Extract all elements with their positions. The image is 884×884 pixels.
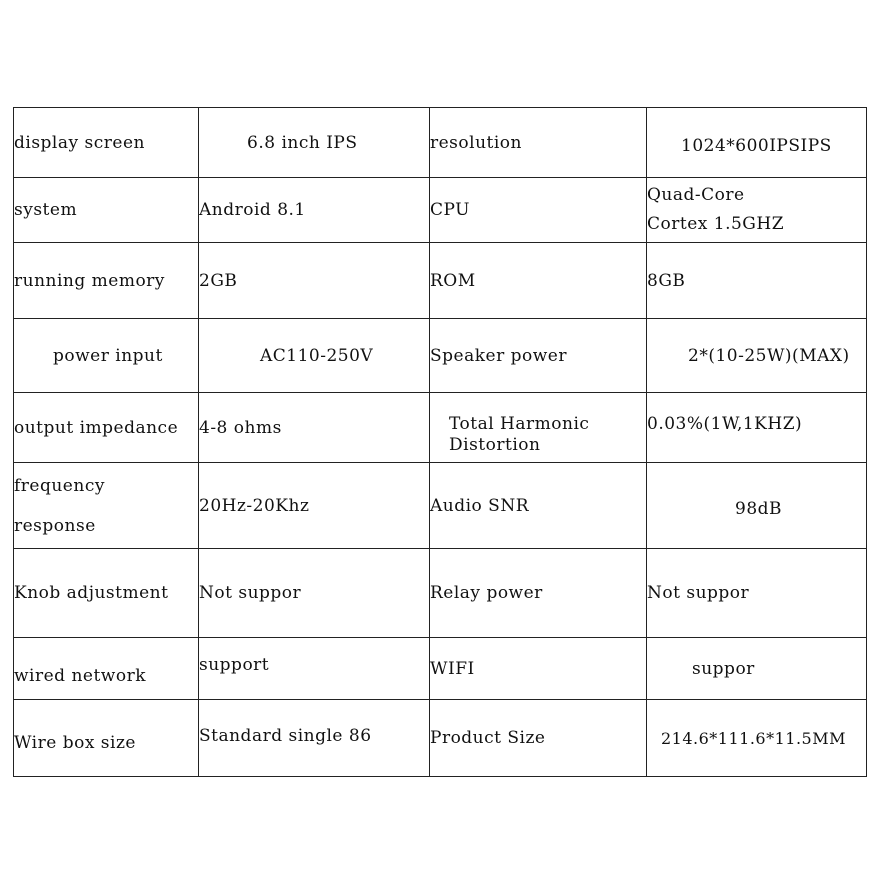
- spec-value: Android 8.1: [199, 178, 430, 243]
- spec-label: Relay power: [430, 549, 647, 638]
- spec-value: 0.03%(1W,1KHZ): [647, 393, 867, 463]
- spec-label-line: Distortion: [449, 434, 541, 455]
- spec-label: output impedance: [14, 393, 199, 463]
- spec-value: Not suppor: [647, 549, 867, 638]
- spec-label: [14, 463, 199, 549]
- spec-label: running memory: [14, 243, 199, 319]
- spec-table: [13, 107, 867, 777]
- spec-label: Wire box size: [14, 700, 199, 777]
- spec-label: display screen: [14, 108, 199, 178]
- spec-label: CPU: [430, 178, 647, 243]
- table-row: [14, 393, 867, 463]
- spec-value: Standard single 86: [199, 700, 430, 777]
- spec-label: resolution: [430, 108, 647, 178]
- spec-value: 1024*600IPSIPS: [647, 108, 867, 178]
- spec-value: Not suppor: [199, 549, 430, 638]
- spec-value: support: [199, 638, 430, 700]
- table-row: [14, 108, 867, 178]
- spec-value: 2*(10-25W)(MAX): [647, 319, 867, 393]
- spec-label: Knob adjustment: [14, 549, 199, 638]
- spec-label: Speaker power: [430, 319, 647, 393]
- spec-label: Product Size: [430, 700, 647, 777]
- spec-label: power input: [14, 319, 199, 393]
- table-row: [14, 178, 867, 243]
- table-row: [14, 319, 867, 393]
- spec-label-line: frequency: [14, 475, 105, 496]
- spec-value: 4-8 ohms: [199, 393, 430, 463]
- spec-value: 214.6*111.6*11.5MM: [647, 700, 867, 777]
- spec-value: 98dB: [647, 463, 867, 549]
- spec-value: 6.8 inch IPS: [199, 108, 430, 178]
- spec-label: wired network: [14, 638, 199, 700]
- spec-label: system: [14, 178, 199, 243]
- spec-value-line: Cortex 1.5GHZ: [647, 214, 785, 234]
- spec-label: [430, 393, 647, 463]
- table-row: [14, 243, 867, 319]
- table-row: [14, 463, 867, 549]
- spec-label: WIFI: [430, 638, 647, 700]
- spec-value: 2GB: [199, 243, 430, 319]
- table-row: [14, 700, 867, 777]
- spec-label: ROM: [430, 243, 647, 319]
- spec-value: suppor: [647, 638, 867, 700]
- spec-value: 8GB: [647, 243, 867, 319]
- spec-label-line: Total Harmonic: [449, 413, 590, 434]
- spec-label-line: response: [14, 515, 96, 536]
- table-row: [14, 549, 867, 638]
- spec-label: Audio SNR: [430, 463, 647, 549]
- spec-value-line: Quad-Core: [647, 185, 745, 205]
- spec-value: [647, 178, 867, 243]
- table-row: [14, 638, 867, 700]
- spec-value: AC110-250V: [199, 319, 430, 393]
- spec-value: 20Hz-20Khz: [199, 463, 430, 549]
